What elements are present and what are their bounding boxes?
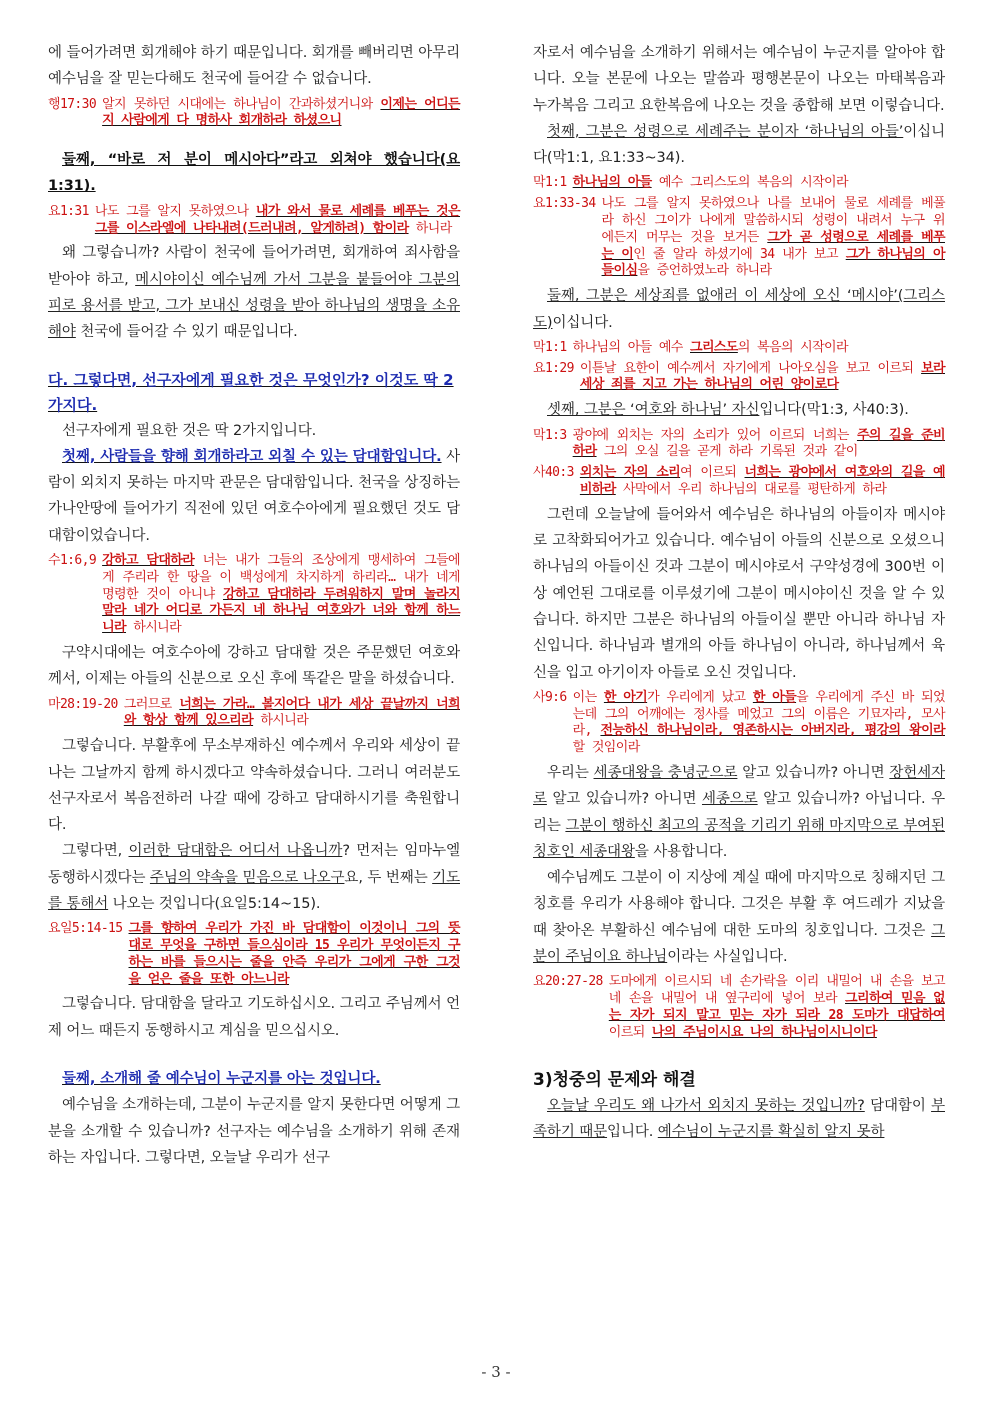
underlined-text: 그분이 주님이요 하나님 (533, 922, 945, 966)
left-column (48, 40, 460, 1171)
verse-text-part: 을 증언하였노라 하니라 (637, 263, 772, 279)
verse-text-part: 나도 그를 알지 못하였으나 (94, 203, 256, 219)
text-part: 이라는 사실입니다. (667, 949, 788, 966)
verse-ref: 사40:3 (533, 465, 574, 481)
verse-emphasis: 강하고 담대하라 두려워하지 말며 놀라지 말라 네가 어디로 가든지 네 하나님 여호와가 너와 함께 하느니라 (102, 586, 460, 636)
paragraph: 그렇습니다. 부활후에 무소부재하신 예수께서 우리와 세상이 끝나는 그날까지 함께 하시겠다고 약속하셨습니다. 그러니 여러분도 선구자로서 복음전하러 나갈 때에 강하고 담대하시기를 축원합니다. (48, 738, 460, 834)
verse-text-part: 이튿날 요한이 예수께서 자기에게 나아오심을 보고 이르되 (579, 360, 922, 376)
text-part: 나오는 것입니다(요일5:14~15). (108, 896, 321, 912)
verse-text-part: 가 우리에게 났고 (647, 689, 753, 705)
underlined-text: 장헌세자로 (533, 765, 945, 808)
paragraph: 에 들어가려면 회개해야 하기 때문입니다. 회개를 빼버리면 아무리 예수님을 잘 믿는다해도 천국에 들어갈 수 없습니다. (48, 45, 460, 88)
verse-text-part: 그의 오실 길을 곧게 하라 기록된 것과 같이 (596, 444, 858, 460)
verse-text (95, 204, 460, 238)
verse-ref: 요20:27-28 (533, 974, 603, 990)
spacer (533, 1045, 945, 1067)
verse-text (102, 97, 460, 131)
paragraph: 예수님을 소개하는데, 그분이 누군지를 알지 못한다면 어떻게 그분을 소개할 수 있습니까? 선구자는 예수님을 소개하기 위해 존재하는 자입니다. 그렇다면, 오늘날 우리가 선구 (48, 1097, 460, 1166)
verse-text-part: 하니라 (408, 220, 452, 236)
underlined-text: 오늘날 우리도 왜 나가서 외치지 못하는 것입니까? (547, 1097, 865, 1114)
subheading-text: 둘째, “바로 저 분이 메시아다”라고 외쳐야 했습니다(요1:31). (48, 152, 460, 195)
text-part: 이십니다(막1:1, 요1:33~34). (533, 123, 945, 167)
text-part: 이십니다. (552, 314, 613, 331)
verse-text-part: 인 줄 알라 하셨기에 34 내가 보고 (633, 246, 846, 262)
verse-text-part: 이르되 (608, 1024, 652, 1040)
text-part: 입니다(막1:3, 사40:3). (759, 402, 909, 419)
underlined-text: 주님의 약속을 믿음으로 나오구 (149, 869, 345, 886)
verse-emphasis: 하나님의 아들 (572, 175, 652, 191)
paragraph (533, 283, 945, 336)
verse-emphasis: 한 아들 (752, 689, 797, 705)
verse-emphasis: 그를 향하여 우리가 가진 바 담대함이 이것이니 그의 뜻대로 무엇을 구하면 들으심이라 15 우리가 무엇이든지 구하는 바를 들으시는 줄을 안즉 우리가 그에게 구한 그것을 얻은 줄을 또한 아느니라 (128, 921, 460, 987)
verse-emphasis: 주의 길을 준비하라 (572, 427, 945, 460)
verse-text-part: 여 이르되 (680, 465, 745, 481)
underlined-text: 예수님이 누군지를 확실히 알지 못하 (657, 1123, 885, 1140)
section-heading-3: 3)청중의 문제와 해결 (533, 1069, 696, 1090)
subheading-first: 첫째, 사람들을 향해 회개하라고 외칠 수 있는 담대함입니다. (62, 448, 442, 465)
spacer (48, 1044, 460, 1066)
verse-emphasis: 이제는 어디든지 사람에게 다 명하사 회개하라 하셨으니 (102, 96, 461, 129)
verse-isaiah-40-3 (533, 465, 945, 499)
verse-john-1-31 (48, 204, 460, 238)
verse-text-part: 하나님의 아들 예수 (572, 339, 690, 355)
section-heading (48, 368, 460, 418)
verse-text (102, 553, 460, 637)
text-part: 을 사용합니다. (634, 843, 728, 860)
verse-mark-1-1-b (533, 340, 945, 357)
verse-text (573, 428, 945, 462)
verse-1john-5-14-15 (48, 921, 460, 988)
verse-text (573, 340, 945, 357)
text-part: 왜 그렇습니까? 사람이 천국에 들어가려면, 회개하여 죄사함을 받아야 하고, (48, 245, 460, 288)
verse-emphasis: 그가 곧 성령으로 세례를 베푸는 이 (601, 229, 945, 262)
paragraph: 선구자에게 필요한 것은 딱 2가지입니다. (62, 422, 317, 439)
verse-ref: 행17:30 (48, 96, 97, 112)
verse-ref: 요1:33-34 (533, 196, 596, 212)
paragraph (48, 444, 460, 549)
underlined-text: 이러한 담대함은 어디서 나옵니까 (128, 843, 343, 860)
verse-emphasis: 강하고 담대하라 (102, 553, 195, 569)
underlined-text: 셋째, 그분은 ‘여호와 하나님’ 자신 (547, 402, 760, 419)
verse-text (609, 974, 945, 1041)
verse-text (580, 465, 945, 499)
verse-isaiah-9-6 (533, 690, 945, 757)
verse-ref: 요1:31 (48, 203, 89, 219)
verse-mark-1-3 (533, 428, 945, 462)
verse-ref: 마28:19-20 (48, 696, 118, 712)
paragraph: 그런데 오늘날에 들어와서 예수님은 하나님의 아들이자 메시야로 고착화되어가고 있습니다. 예수님이 아들의 신분으로 오셨으니 하나님의 아들이신 것과 그분이 메시야로서 구약성경에 300번 이상 예언된 그대로를 이루셨기에 그분이 메시야이신 것을 알 수 있습니다. 하지만 그분은 하나님의 아들이실 뿐만 아니라 하나님 자신입니다. 하나님과 별개의 아들 하나님이 아니라, 하나님께서 육신을 입고 아기이자 아들로 오신 것입니다. (533, 506, 945, 681)
verse-text (124, 697, 460, 731)
verse-text (580, 361, 945, 395)
paragraph (533, 865, 945, 970)
underlined-text: 세종으로 (701, 791, 758, 808)
paragraph: 자로서 예수님을 소개하기 위해서는 예수님이 누군지를 알아야 합니다. 오늘 본문에 나오는 말씀과 평행본문이 나오는 마태복음과 누가복음 그리고 요한복음에 나오는 것을 종합해 보면 이렇습니다. (533, 45, 945, 114)
underlined-text: 세종대왕을 충녕군으로 (593, 765, 738, 781)
text-part: 담대함이 (864, 1097, 932, 1114)
verse-ref: 사9:6 (533, 689, 567, 705)
subheading-second (48, 147, 460, 200)
text-part: 입니다. (607, 1123, 658, 1140)
verse-text (129, 921, 460, 988)
verse-text-part: 너는 내가 그들의 조상에게 맹세하여 그들에게 주리라 한 땅을 이 백성에게 차지하게 하리라… 내가 네게 명령한 것이 아니냐 (102, 553, 461, 602)
verse-joshua-1-6-9 (48, 553, 460, 637)
subheading-text: 둘째, 소개해 줄 예수님이 누군지를 아는 것입니다. (62, 1071, 381, 1088)
underlined-text: 기도를 통해서 (48, 869, 460, 912)
verse-mark-1-1 (533, 175, 945, 192)
verse-emphasis: 외치는 자의 소리 (579, 465, 681, 481)
text-part: 사람이 외치지 못하는 마지막 관문은 담대함입니다. 천국을 상징하는 가나안땅에 들어가기 직전에 있던 여호수아에게 필요했던 것도 담대함이었습니다. (48, 448, 460, 544)
verse-text-part: 사막에서 우리 하나님의 대로를 평탄하게 하라 (615, 481, 887, 497)
verse-ref: 막1:3 (533, 427, 567, 443)
verse-john-20-27-28 (533, 974, 945, 1041)
verse-emphasis: 그가 하나님의 아들이심 (601, 246, 945, 279)
verse-emphasis: 내가 와서 물로 세례를 베푸는 것은 그를 이스라엘에 나타내려(드러내려, 알게하려) 함이라 (94, 203, 460, 236)
text-part: 예수님께도 그분이 이 지상에 계실 때에 마지막으로 칭해지던 그 칭호를 우리가 사용해야 합니다. 그것은 부활 후 여드레가 지났을 때 찾아온 부활하신 예수님에 대한 도마의 칭호입니다. 그것은 (533, 870, 945, 939)
paragraph (533, 397, 945, 423)
text-part: ? 먼저는 임마누엘동행하시겠다는 (48, 843, 460, 886)
verse-text-part: 예수 그리스도의 복음의 시작이라 (651, 175, 848, 191)
text-part: 우리는 (547, 765, 594, 781)
verse-emphasis: 그리스도 (690, 339, 738, 355)
verse-text (573, 175, 945, 192)
verse-john-1-29 (533, 361, 945, 395)
verse-ref: 요일5:14-15 (48, 921, 123, 937)
verse-text (573, 690, 945, 757)
right-column (533, 40, 945, 1145)
verse-text-part: 하시니라 (253, 713, 309, 729)
paragraph (533, 119, 945, 172)
verse-acts-17-30 (48, 97, 460, 131)
paragraph: 그렇습니다. 담대함을 달라고 기도하십시오. 그리고 주님께서 언제 어느 때든지 동행하시고 계심을 믿으십시오. (48, 996, 460, 1039)
verse-emphasis: 너희는 가라… 볼지어다 내가 세상 끝날까지 너희와 항상 함께 있으리라 (123, 696, 460, 729)
underlined-text: 그분이 행하신 최고의 공적을 기리기 위해 마지막으로 부여된 칭호인 세종대왕 (533, 817, 945, 860)
paragraph (48, 240, 460, 345)
paragraph (533, 1093, 945, 1146)
page-number: - 3 - (481, 1363, 511, 1381)
verse-text (602, 196, 945, 280)
text-part: 천국에 들어갈 수 있기 때문입니다. (75, 324, 298, 341)
verse-emphasis: 전능하신 하나님이라, 영존하시는 아버지라, 평강의 왕이라 (600, 723, 945, 739)
underlined-text: 부족하기 때문 (533, 1097, 945, 1140)
verse-emphasis: 나의 주님이시요 나의 하나님이시니이다 (651, 1024, 877, 1040)
paragraph: 구약시대에는 여호수아에 강하고 담대할 것은 주문했던 여호와께서, 이제는 아들의 신분으로 오신 후에 똑같은 말을 하셨습니다. (48, 645, 460, 688)
verse-emphasis: 보라 세상 죄를 지고 가는 하나님의 어린 양이로다 (579, 360, 945, 393)
verse-ref: 막1:1 (533, 339, 567, 355)
verse-text-part: 을 우리에게 주신 바 되었는데 그의 어깨에는 정사를 메었고 그의 이름은 기묘자라, 모사라, (572, 689, 945, 739)
subheading-second-need (48, 1066, 460, 1092)
verse-matthew-28-19-20 (48, 697, 460, 731)
verse-emphasis: 그리하여 믿음 없는 자가 되지 말고 믿는 자가 되라 28 도마가 대답하여 (608, 991, 945, 1023)
underlined-text: 메시야이신 예수님께 가서 그분을 붙들어야 그분의 피로 용서를 받고, 그가 보내신 성령을 받아 하나님의 생명을 소유해야 (48, 271, 461, 341)
verse-text-part: 나도 그를 알지 못하였으나 나를 보내어 물로 세례를 베풀라 하신 그이가 나에게 말씀하시되 성령이 내려서 누구 위에든지 머무는 것을 보거든 (601, 196, 945, 245)
verse-ref: 요1:29 (533, 360, 574, 376)
verse-text-part: 도마에게 이르시되 네 손가락을 이리 내밀어 내 손을 보고 네 손을 내밀어 내 옆구리에 넣어 보라 (608, 974, 945, 1007)
text-part: 그렇다면, (62, 843, 129, 860)
underlined-text: 첫째, 그분은 성령으로 세례주는 분이자 ‘하나님의 아들’ (547, 123, 904, 140)
verse-text-part: 의 복음의 시작이라 (737, 339, 848, 355)
verse-emphasis: 한 아기 (603, 689, 648, 705)
verse-text-part: 그러므로 (123, 696, 180, 712)
text-part: 요, 두 번째는 (344, 869, 433, 886)
verse-text-part: 이는 (572, 689, 604, 705)
verse-ref: 수1:6,9 (48, 553, 97, 569)
verse-ref: 막1:1 (533, 175, 567, 191)
verse-text-part: 알지 못하던 시대에는 하나님이 간과하셨거니와 (102, 96, 381, 112)
paragraph (48, 838, 460, 917)
verse-text-part: 하시니라 (126, 620, 182, 636)
paragraph (533, 760, 945, 865)
underlined-text: 둘째, 그분은 세상죄를 없애러 이 세상에 오신 ‘메시야’(그리스도) (533, 288, 945, 331)
verse-text-part: 광야에 외치는 자의 소리가 있어 이르되 너희는 (572, 427, 857, 443)
text-part: 알고 있습니까? 아니면 (546, 791, 702, 808)
spacer (48, 346, 460, 368)
section-heading-text: 다. 그렇다면, 선구자에게 필요한 것은 무엇인가? 이것도 딱 2가지다. (48, 370, 454, 414)
verse-john-1-33-34 (533, 196, 945, 280)
text-part: 알고 있습니까? 아니면 (737, 765, 890, 781)
verse-text-part: 할 것임이라 (572, 740, 640, 756)
spacer (48, 133, 460, 147)
text-part: 알고 있습니까? 아닙니다. 우리는 (533, 791, 946, 834)
verse-emphasis: 너희는 광야에서 여호와의 길을 예비하라 (579, 465, 945, 497)
